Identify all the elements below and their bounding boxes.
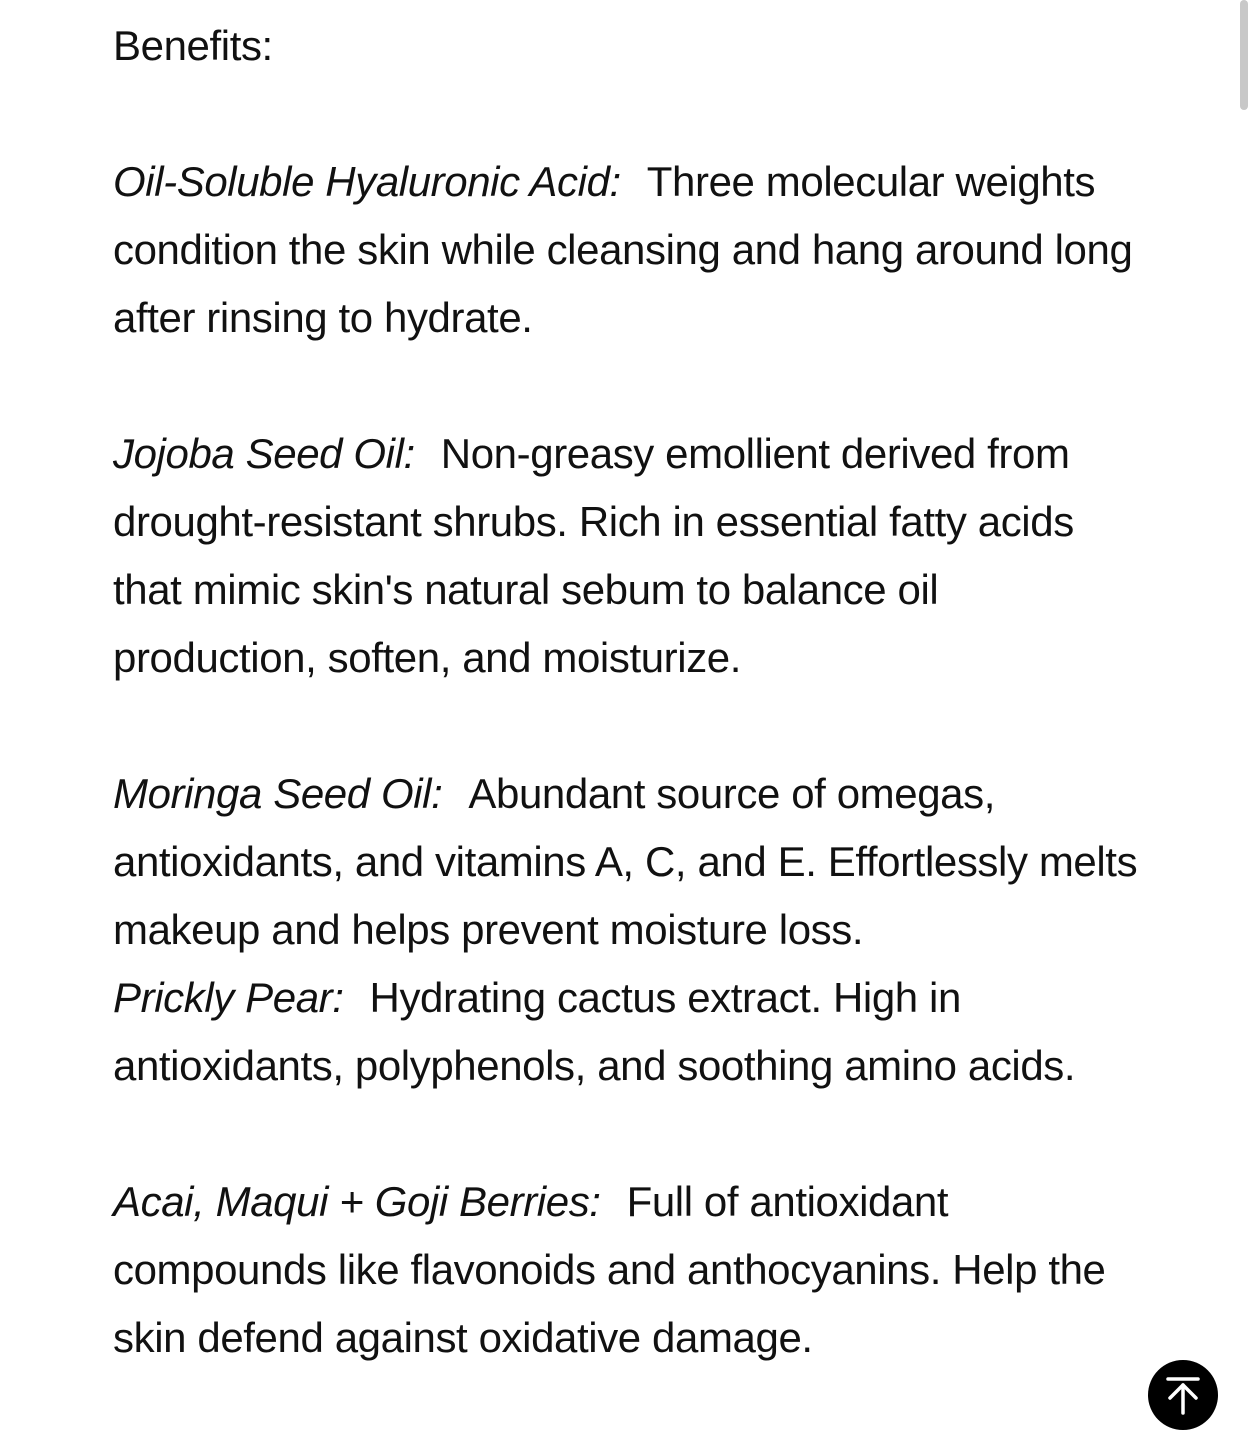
spacer bbox=[113, 80, 1143, 148]
benefit-term: Prickly Pear: bbox=[113, 974, 344, 1021]
benefit-term: Acai, Maqui + Goji Berries: bbox=[113, 1178, 601, 1225]
benefit-term: Moringa Seed Oil: bbox=[113, 770, 443, 817]
benefit-description: Full of antioxidant compounds like flavonoids and anthocyanins. Help the skin defend against oxidative damage. bbox=[113, 1178, 1106, 1361]
scrollbar-thumb[interactable] bbox=[1240, 0, 1248, 110]
spacer bbox=[113, 1100, 1143, 1168]
spacer bbox=[113, 352, 1143, 420]
benefit-item-berries bbox=[113, 1168, 1143, 1372]
benefit-item-hyaluronic-acid bbox=[113, 148, 1143, 352]
benefit-item-jojoba-seed-oil bbox=[113, 420, 1143, 692]
benefit-description: Abundant source of omegas, antioxidants, and vitamins A, C, and E. Effortlessly melts makeup and helps prevent moisture loss. bbox=[113, 770, 1138, 953]
spacer bbox=[113, 692, 1143, 760]
benefit-term: Oil-Soluble Hyaluronic Acid: bbox=[113, 158, 621, 205]
arrow-up-to-line-icon bbox=[1160, 1372, 1206, 1418]
benefit-term: Jojoba Seed Oil: bbox=[113, 430, 415, 477]
benefits-heading: Benefits: bbox=[113, 22, 273, 69]
benefit-description: Three molecular weights condition the skin while cleansing and hang around long after rinsing to hydrate. bbox=[113, 158, 1133, 341]
benefit-item-prickly-pear bbox=[113, 964, 1143, 1100]
scroll-to-top-button[interactable] bbox=[1148, 1360, 1218, 1430]
benefit-description: Non-greasy emollient derived from drought-resistant shrubs. Rich in essential fatty acids that mimic skin's natural sebum to balance oil production, soften, and moisturize. bbox=[113, 430, 1074, 681]
benefits-section bbox=[113, 12, 1143, 1372]
benefit-description: Hydrating cactus extract. High in antioxidants, polyphenols, and soothing amino acids. bbox=[113, 974, 1076, 1089]
benefit-item-moringa-seed-oil bbox=[113, 760, 1143, 964]
